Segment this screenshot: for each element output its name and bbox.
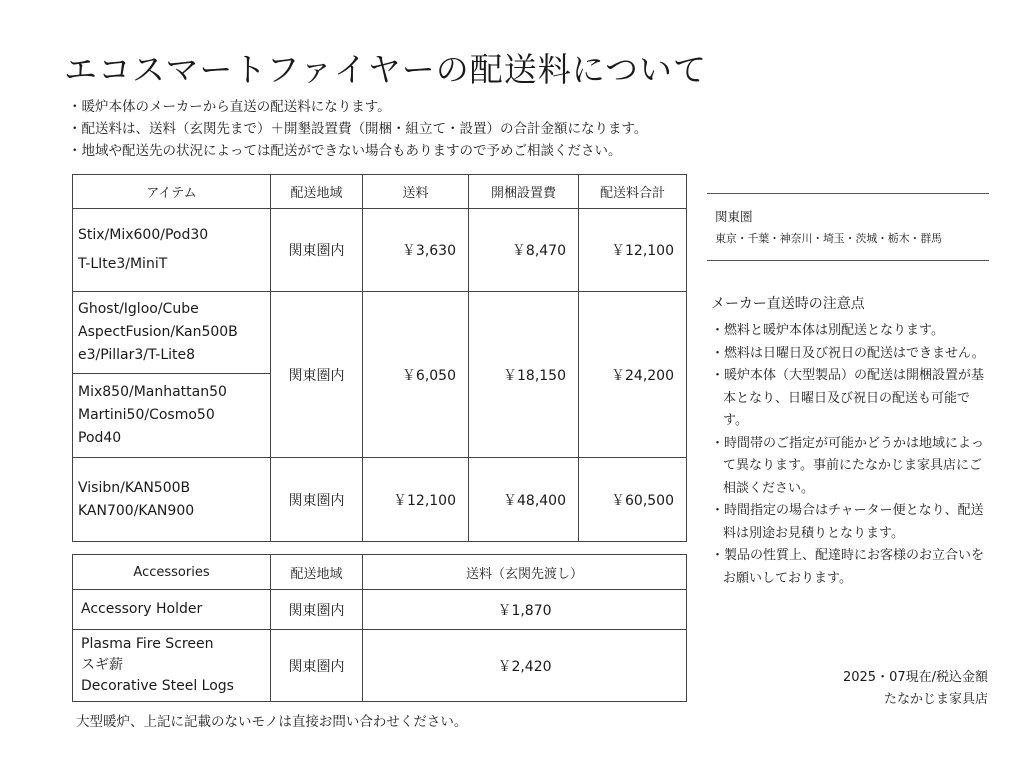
note-line: ・地域や配送先の状況によっては配送ができない場合もありますので予めご相談ください。 [68, 143, 622, 159]
table-row [73, 292, 687, 374]
area-cell: 関東圏内 [271, 209, 363, 292]
region-list: 東京・千葉・神奈川・埼玉・茨城・栃木・群馬 [715, 232, 942, 245]
note-line: ・暖炉本体のメーカーから直送の配送料になります。 [68, 99, 391, 115]
region-title: 関東圏 [715, 209, 753, 224]
item-cell [73, 374, 271, 458]
item-line: Decorative Steel Logs [81, 678, 234, 694]
item-cell [73, 630, 271, 702]
setup-cell: ￥48,400 [469, 458, 579, 542]
item-cell: Accessory Holder [73, 590, 271, 630]
caution-item: ・燃料は日曜日及び祝日の配送はできません。 [711, 345, 985, 361]
note-line: ・配送料は、送料（玄関先まで）＋開墾設置費（開梱・組立て・設置）の合計金額になります。 [68, 121, 648, 137]
total-cell: ￥24,200 [579, 292, 687, 458]
price-cell: ￥2,420 [363, 630, 687, 702]
header-total: 配送料合計 [579, 175, 687, 209]
item-line: スギ薪 [81, 657, 123, 673]
total-cell: ￥60,500 [579, 458, 687, 542]
item-line: Ghost/Igloo/Cube [78, 301, 199, 317]
setup-cell: ￥8,470 [469, 209, 579, 292]
shipping-fee-table [72, 174, 687, 542]
caution-item: ・暖炉本体（大型製品）の配送は開梱設置が基本となり、日曜日及び祝日の配送も可能です。 [711, 368, 985, 428]
item-line: AspectFusion/Kan500B [78, 324, 238, 340]
header-accessories: Accessories [73, 555, 271, 590]
caution-item: ・時間帯のご指定が可能かどうかは地域によって異なります。事前にたなかじま家具店にご相談ください。 [711, 435, 985, 496]
header-setup: 開梱設置費 [469, 175, 579, 209]
table-header-row [73, 555, 687, 590]
item-line: Mix850/Manhattan50 [78, 384, 227, 400]
item-line: KAN700/KAN900 [78, 502, 195, 519]
caution-title: メーカー直送時の注意点 [711, 296, 865, 312]
area-cell: 関東圏内 [271, 590, 363, 630]
header-area: 配送地域 [271, 175, 363, 209]
accessory-fee-table [72, 554, 687, 702]
table-row [73, 458, 687, 542]
item-line: T-LIte3/MiniT [78, 256, 168, 272]
page-title: エコスマートファイヤーの配送料について [64, 50, 708, 89]
total-cell: ￥12,100 [579, 209, 687, 292]
accessory-footnote: 大型暖炉、上記に記載のないモノは直接お問い合わせください。 [76, 714, 468, 730]
setup-cell: ￥18,150 [469, 292, 579, 458]
date-note: 2025・07現在/税込金額 [842, 670, 988, 685]
shop-name: たなかじま家具店 [883, 692, 988, 707]
item-line: Visibn/KAN500B [78, 479, 191, 496]
item-line: e3/Pillar3/T-Lite8 [78, 347, 196, 363]
table-header-row [73, 175, 687, 209]
item-line: Pod40 [78, 430, 122, 446]
item-cell [73, 458, 271, 542]
header-area: 配送地域 [271, 555, 363, 590]
intro-notes [68, 96, 647, 162]
caution-item: ・燃料と暖炉本体は別配送となります。 [711, 323, 944, 338]
table-row [73, 209, 687, 292]
area-cell: 関東圏内 [271, 458, 363, 542]
caution-item: ・製品の性質上、配達時にお客様のお立合いをお願いしております。 [711, 548, 985, 586]
caution-list [711, 320, 993, 590]
shipping-cell: ￥3,630 [363, 209, 469, 292]
area-cell: 関東圏内 [271, 292, 363, 458]
price-cell: ￥1,870 [363, 590, 687, 630]
header-item: アイテム [73, 175, 271, 209]
item-line: Martini50/Cosmo50 [78, 407, 215, 423]
item-line: Stix/Mix600/Pod30 [78, 227, 209, 243]
caution-item: ・時間指定の場合はチャーター便となり、配送料は別途お見積りとなります。 [711, 503, 984, 541]
table-row [73, 630, 687, 702]
header-shipping: 送料 [363, 175, 469, 209]
item-cell [73, 209, 271, 292]
item-cell [73, 292, 271, 374]
shipping-cell: ￥6,050 [363, 292, 469, 458]
region-box [707, 193, 989, 261]
table-row [73, 590, 687, 630]
header-shipping: 送料（玄関先渡し） [363, 555, 687, 590]
item-line: Plasma Fire Screen [81, 636, 214, 652]
area-cell: 関東圏内 [271, 630, 363, 702]
shipping-cell: ￥12,100 [363, 458, 469, 542]
